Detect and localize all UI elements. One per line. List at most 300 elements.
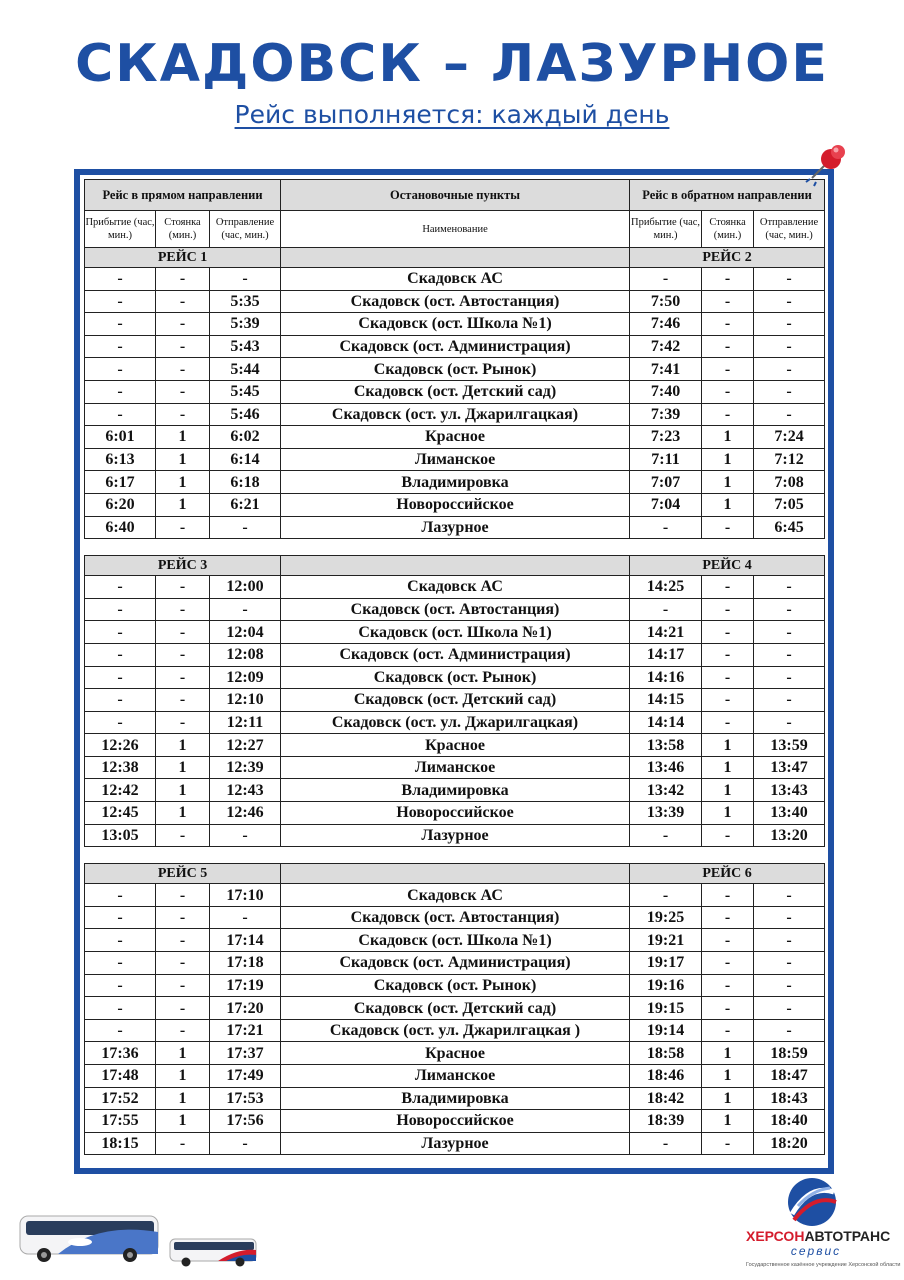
departure-cell: 17:21 bbox=[210, 1019, 281, 1042]
bus-icon bbox=[168, 1236, 258, 1268]
arrival-cell: - bbox=[85, 290, 156, 313]
trip-backward-label: РЕЙС 2 bbox=[630, 248, 825, 268]
arrival-cell: - bbox=[630, 1132, 702, 1155]
stop-duration-cell: - bbox=[702, 929, 754, 952]
arrival-cell: - bbox=[630, 516, 702, 539]
stop-name-cell: Красное bbox=[281, 1042, 630, 1065]
stop-duration-cell: - bbox=[156, 711, 210, 734]
stop-name-cell: Скадовск АС bbox=[281, 884, 630, 907]
departure-cell: 13:20 bbox=[754, 824, 825, 847]
table-row bbox=[85, 598, 825, 621]
arrival-cell: 19:16 bbox=[630, 974, 702, 997]
table-row bbox=[85, 666, 825, 689]
stop-duration-cell: 1 bbox=[702, 448, 754, 471]
table-row bbox=[85, 358, 825, 381]
table-row bbox=[85, 1110, 825, 1133]
departure-cell: - bbox=[754, 380, 825, 403]
stop-name-cell: Скадовск (ост. Школа №1) bbox=[281, 929, 630, 952]
arrival-cell: - bbox=[85, 313, 156, 336]
departure-cell: 6:21 bbox=[210, 493, 281, 516]
arrival-cell: 19:14 bbox=[630, 1019, 702, 1042]
arrival-cell: - bbox=[630, 824, 702, 847]
stop-duration-header: Стоянка (мин.) bbox=[156, 211, 210, 248]
arrival-cell: - bbox=[85, 689, 156, 712]
stop-name-cell: Красное bbox=[281, 426, 630, 449]
stop-duration-cell: - bbox=[702, 403, 754, 426]
departure-cell: - bbox=[754, 952, 825, 975]
backward-direction-header: Рейс в обратном направлении bbox=[630, 180, 825, 211]
departure-cell: - bbox=[754, 358, 825, 381]
arrival-cell: 13:46 bbox=[630, 756, 702, 779]
stop-duration-cell: 1 bbox=[702, 756, 754, 779]
arrival-cell: 19:25 bbox=[630, 906, 702, 929]
arrival-cell: - bbox=[630, 598, 702, 621]
stop-name-cell: Лазурное bbox=[281, 824, 630, 847]
stop-duration-cell: - bbox=[156, 974, 210, 997]
stop-duration-cell: - bbox=[156, 358, 210, 381]
arrival-cell: 12:45 bbox=[85, 802, 156, 825]
departure-cell: 12:00 bbox=[210, 576, 281, 599]
stop-duration-cell: 1 bbox=[702, 1087, 754, 1110]
arrival-cell: 14:16 bbox=[630, 666, 702, 689]
arrival-cell: - bbox=[85, 1019, 156, 1042]
arrival-cell: 7:50 bbox=[630, 290, 702, 313]
arrival-cell: 17:48 bbox=[85, 1065, 156, 1088]
stop-duration-cell: - bbox=[156, 929, 210, 952]
departure-cell: 17:18 bbox=[210, 952, 281, 975]
stop-name-cell: Новороссийское bbox=[281, 493, 630, 516]
stop-duration-cell: - bbox=[702, 711, 754, 734]
table-row bbox=[85, 290, 825, 313]
table-row bbox=[85, 448, 825, 471]
stop-duration-cell: - bbox=[156, 689, 210, 712]
table-row bbox=[85, 1019, 825, 1042]
departure-cell: 13:40 bbox=[754, 802, 825, 825]
table-row bbox=[85, 621, 825, 644]
departure-cell: 17:53 bbox=[210, 1087, 281, 1110]
stop-duration-cell: - bbox=[156, 268, 210, 291]
departure-cell: 5:35 bbox=[210, 290, 281, 313]
arrival-cell: - bbox=[85, 884, 156, 907]
stop-duration-cell: - bbox=[702, 666, 754, 689]
stop-name-cell: Скадовск (ост. ул. Джарилгацкая ) bbox=[281, 1019, 630, 1042]
stop-duration-cell: - bbox=[156, 952, 210, 975]
stop-name-cell: Скадовск (ост. Рынок) bbox=[281, 666, 630, 689]
departure-cell: - bbox=[210, 824, 281, 847]
arrival-cell: - bbox=[85, 952, 156, 975]
stop-name-cell: Скадовск (ост. ул. Джарилгацкая) bbox=[281, 711, 630, 734]
table-row bbox=[85, 1042, 825, 1065]
stop-duration-cell: - bbox=[702, 952, 754, 975]
arrival-cell: 6:13 bbox=[85, 448, 156, 471]
departure-cell: 5:46 bbox=[210, 403, 281, 426]
stop-duration-cell: - bbox=[702, 1019, 754, 1042]
departure-cell: 5:44 bbox=[210, 358, 281, 381]
arrival-cell: 17:55 bbox=[85, 1110, 156, 1133]
schedule-table bbox=[84, 179, 825, 1155]
departure-cell: 5:45 bbox=[210, 380, 281, 403]
arrival-cell: - bbox=[85, 666, 156, 689]
schedule-frequency: Рейс выполняется: каждый день bbox=[234, 100, 670, 129]
arrival-cell: - bbox=[630, 268, 702, 291]
table-row bbox=[85, 1132, 825, 1155]
departure-cell: - bbox=[210, 906, 281, 929]
stop-duration-cell: - bbox=[702, 576, 754, 599]
stop-duration-cell: - bbox=[156, 621, 210, 644]
stop-duration-cell: - bbox=[702, 516, 754, 539]
stop-name-cell: Скадовск (ост. ул. Джарилгацкая) bbox=[281, 403, 630, 426]
stop-duration-cell: - bbox=[156, 403, 210, 426]
trip-header-spacer bbox=[281, 556, 630, 576]
arrival-cell: 18:58 bbox=[630, 1042, 702, 1065]
company-legal-name: Государственное казённое учреждение Херсонской области bbox=[746, 1262, 901, 1268]
table-row bbox=[85, 906, 825, 929]
departure-cell: 17:14 bbox=[210, 929, 281, 952]
stop-duration-cell: 1 bbox=[702, 1065, 754, 1088]
stop-name-cell: Скадовск (ост. Администрация) bbox=[281, 952, 630, 975]
bus-icon bbox=[18, 1212, 160, 1264]
arrival-cell: - bbox=[85, 576, 156, 599]
departure-cell: - bbox=[210, 1132, 281, 1155]
stop-duration-cell: - bbox=[156, 1132, 210, 1155]
company-name: ХЕРСОНАВТОТРАНС bbox=[746, 1228, 891, 1244]
arrival-cell: - bbox=[85, 358, 156, 381]
departure-cell: - bbox=[754, 643, 825, 666]
stop-duration-cell: - bbox=[156, 290, 210, 313]
trip-header-row bbox=[85, 248, 825, 268]
table-row bbox=[85, 380, 825, 403]
arrival-cell: 18:46 bbox=[630, 1065, 702, 1088]
arrival-cell: 7:11 bbox=[630, 448, 702, 471]
stop-name-cell: Скадовск (ост. Детский сад) bbox=[281, 380, 630, 403]
arrival-cell: 14:25 bbox=[630, 576, 702, 599]
arrival-cell: 7:07 bbox=[630, 471, 702, 494]
stop-name-cell: Скадовск (ост. Автостанция) bbox=[281, 906, 630, 929]
departure-cell: 18:47 bbox=[754, 1065, 825, 1088]
departure-cell: 7:05 bbox=[754, 493, 825, 516]
stop-duration-cell: - bbox=[702, 380, 754, 403]
departure-cell: - bbox=[754, 576, 825, 599]
departure-cell: 7:24 bbox=[754, 426, 825, 449]
stop-duration-cell: - bbox=[702, 997, 754, 1020]
departure-cell: 17:56 bbox=[210, 1110, 281, 1133]
departure-cell: 18:40 bbox=[754, 1110, 825, 1133]
departure-cell: - bbox=[210, 598, 281, 621]
stop-name-cell: Красное bbox=[281, 734, 630, 757]
stops-header: Остановочные пункты bbox=[281, 180, 630, 211]
departure-header: Отправление (час, мин.) bbox=[210, 211, 281, 248]
stop-duration-cell: 1 bbox=[702, 734, 754, 757]
trip-header-spacer bbox=[281, 248, 630, 268]
departure-cell: - bbox=[754, 929, 825, 952]
stop-duration-cell: - bbox=[702, 906, 754, 929]
block-separator bbox=[85, 847, 825, 864]
departure-cell: - bbox=[754, 689, 825, 712]
table-row bbox=[85, 1087, 825, 1110]
arrival-cell: - bbox=[630, 884, 702, 907]
arrival-cell: 6:20 bbox=[85, 493, 156, 516]
stop-duration-cell: - bbox=[156, 313, 210, 336]
table-row bbox=[85, 756, 825, 779]
table-row bbox=[85, 824, 825, 847]
departure-cell: 13:43 bbox=[754, 779, 825, 802]
arrival-cell: 6:40 bbox=[85, 516, 156, 539]
stop-name-cell: Скадовск (ост. Детский сад) bbox=[281, 689, 630, 712]
stop-name-cell: Скадовск (ост. Автостанция) bbox=[281, 290, 630, 313]
arrival-cell: - bbox=[85, 711, 156, 734]
stop-duration-cell: - bbox=[702, 689, 754, 712]
stop-name-cell: Владимировка bbox=[281, 471, 630, 494]
stop-name-cell: Скадовск АС bbox=[281, 268, 630, 291]
company-subname: сервис bbox=[790, 1244, 842, 1258]
trip-header-row bbox=[85, 864, 825, 884]
departure-cell: - bbox=[754, 906, 825, 929]
stop-duration-cell: - bbox=[702, 335, 754, 358]
table-header-row bbox=[85, 180, 825, 211]
stop-duration-cell: - bbox=[156, 576, 210, 599]
arrival-cell: - bbox=[85, 643, 156, 666]
stop-duration-cell: 1 bbox=[156, 779, 210, 802]
arrival-cell: 13:42 bbox=[630, 779, 702, 802]
stop-duration-cell: 1 bbox=[702, 779, 754, 802]
stop-name-cell: Новороссийское bbox=[281, 802, 630, 825]
table-row bbox=[85, 516, 825, 539]
stop-duration-cell: - bbox=[156, 516, 210, 539]
departure-cell: - bbox=[754, 1019, 825, 1042]
departure-cell: - bbox=[754, 290, 825, 313]
forward-direction-header: Рейс в прямом направлении bbox=[85, 180, 281, 211]
table-row bbox=[85, 268, 825, 291]
departure-cell: 6:14 bbox=[210, 448, 281, 471]
stop-name-cell: Лазурное bbox=[281, 516, 630, 539]
stop-name-cell: Лиманское bbox=[281, 1065, 630, 1088]
departure-cell: - bbox=[754, 313, 825, 336]
stop-duration-cell: - bbox=[156, 997, 210, 1020]
arrival-cell: 12:38 bbox=[85, 756, 156, 779]
departure-cell: 12:46 bbox=[210, 802, 281, 825]
table-row bbox=[85, 313, 825, 336]
separator-cell bbox=[85, 539, 825, 556]
arrival-cell: - bbox=[85, 403, 156, 426]
stop-duration-cell: - bbox=[156, 1019, 210, 1042]
stop-duration-cell: - bbox=[156, 906, 210, 929]
arrival-cell: 12:26 bbox=[85, 734, 156, 757]
departure-cell: 12:04 bbox=[210, 621, 281, 644]
stop-name-cell: Новороссийское bbox=[281, 1110, 630, 1133]
departure-cell: 13:59 bbox=[754, 734, 825, 757]
departure-cell: 17:19 bbox=[210, 974, 281, 997]
arrival-cell: - bbox=[85, 974, 156, 997]
stop-name-cell: Скадовск (ост. Администрация) bbox=[281, 335, 630, 358]
stop-duration-cell: 1 bbox=[156, 1065, 210, 1088]
stop-name-cell: Скадовск (ост. Рынок) bbox=[281, 974, 630, 997]
stop-duration-cell: - bbox=[702, 621, 754, 644]
arrival-cell: 6:17 bbox=[85, 471, 156, 494]
arrival-cell: 7:46 bbox=[630, 313, 702, 336]
table-row bbox=[85, 1065, 825, 1088]
stop-duration-cell: - bbox=[156, 335, 210, 358]
arrival-cell: 19:17 bbox=[630, 952, 702, 975]
arrival-cell: 7:40 bbox=[630, 380, 702, 403]
stop-duration-cell: 1 bbox=[156, 734, 210, 757]
arrival-cell: - bbox=[85, 335, 156, 358]
stop-duration-cell: 1 bbox=[156, 1087, 210, 1110]
stop-duration-cell: 1 bbox=[702, 1042, 754, 1065]
stop-duration-cell: - bbox=[702, 290, 754, 313]
table-row bbox=[85, 734, 825, 757]
departure-cell: 12:39 bbox=[210, 756, 281, 779]
table-row bbox=[85, 426, 825, 449]
arrival-cell: 6:01 bbox=[85, 426, 156, 449]
stop-duration-cell: - bbox=[702, 884, 754, 907]
stop-duration-cell: - bbox=[702, 598, 754, 621]
stop-duration-header: Стоянка (мин.) bbox=[702, 211, 754, 248]
departure-cell: - bbox=[754, 974, 825, 997]
arrival-cell: 14:14 bbox=[630, 711, 702, 734]
trip-forward-label: РЕЙС 3 bbox=[85, 556, 281, 576]
departure-cell: - bbox=[210, 516, 281, 539]
departure-cell: - bbox=[754, 666, 825, 689]
departure-cell: 6:02 bbox=[210, 426, 281, 449]
stop-duration-cell: - bbox=[156, 598, 210, 621]
table-row bbox=[85, 689, 825, 712]
arrival-cell: 7:39 bbox=[630, 403, 702, 426]
departure-cell: 12:08 bbox=[210, 643, 281, 666]
arrival-cell: 7:04 bbox=[630, 493, 702, 516]
stop-duration-cell: 1 bbox=[156, 1110, 210, 1133]
departure-cell: - bbox=[210, 268, 281, 291]
stop-name-cell: Владимировка bbox=[281, 779, 630, 802]
departure-cell: 12:09 bbox=[210, 666, 281, 689]
departure-cell: - bbox=[754, 621, 825, 644]
arrival-cell: - bbox=[85, 997, 156, 1020]
table-row bbox=[85, 493, 825, 516]
table-row bbox=[85, 576, 825, 599]
departure-cell: 12:11 bbox=[210, 711, 281, 734]
page-title: СКАДОВСК – ЛАЗУРНОЕ bbox=[75, 34, 829, 94]
stop-name-cell: Владимировка bbox=[281, 1087, 630, 1110]
stop-name-cell: Лиманское bbox=[281, 448, 630, 471]
stop-duration-cell: - bbox=[156, 643, 210, 666]
departure-cell: - bbox=[754, 403, 825, 426]
stop-duration-cell: 1 bbox=[702, 802, 754, 825]
arrival-header: Прибытие (час, мин.) bbox=[85, 211, 156, 248]
pushpin-icon bbox=[800, 138, 852, 190]
stop-duration-cell: - bbox=[702, 824, 754, 847]
departure-cell: 17:49 bbox=[210, 1065, 281, 1088]
departure-cell: 5:43 bbox=[210, 335, 281, 358]
departure-cell: - bbox=[754, 884, 825, 907]
separator-cell bbox=[85, 847, 825, 864]
stop-duration-cell: - bbox=[702, 268, 754, 291]
table-row bbox=[85, 711, 825, 734]
arrival-cell: 19:21 bbox=[630, 929, 702, 952]
arrival-cell: - bbox=[85, 906, 156, 929]
arrival-cell: 7:23 bbox=[630, 426, 702, 449]
arrival-cell: 18:39 bbox=[630, 1110, 702, 1133]
departure-cell: 17:20 bbox=[210, 997, 281, 1020]
arrival-cell: 17:36 bbox=[85, 1042, 156, 1065]
arrival-cell: - bbox=[85, 598, 156, 621]
arrival-cell: - bbox=[85, 268, 156, 291]
table-row bbox=[85, 335, 825, 358]
table-row bbox=[85, 779, 825, 802]
departure-cell: 6:45 bbox=[754, 516, 825, 539]
departure-cell: - bbox=[754, 997, 825, 1020]
table-row bbox=[85, 884, 825, 907]
schedule-frame bbox=[74, 169, 834, 1174]
stop-name-cell: Скадовск (ост. Школа №1) bbox=[281, 313, 630, 336]
departure-cell: - bbox=[754, 268, 825, 291]
table-row bbox=[85, 802, 825, 825]
arrival-header: Прибытие (час, мин.) bbox=[630, 211, 702, 248]
arrival-cell: 14:21 bbox=[630, 621, 702, 644]
departure-cell: 12:10 bbox=[210, 689, 281, 712]
departure-cell: 5:39 bbox=[210, 313, 281, 336]
stop-duration-cell: - bbox=[156, 884, 210, 907]
arrival-cell: 18:42 bbox=[630, 1087, 702, 1110]
arrival-cell: 17:52 bbox=[85, 1087, 156, 1110]
departure-cell: - bbox=[754, 335, 825, 358]
arrival-cell: 13:39 bbox=[630, 802, 702, 825]
stop-duration-cell: 1 bbox=[156, 426, 210, 449]
trip-forward-label: РЕЙС 1 bbox=[85, 248, 281, 268]
arrival-cell: - bbox=[85, 929, 156, 952]
departure-cell: 17:37 bbox=[210, 1042, 281, 1065]
stop-duration-cell: - bbox=[702, 1132, 754, 1155]
stop-duration-cell: 1 bbox=[702, 426, 754, 449]
departure-cell: 6:18 bbox=[210, 471, 281, 494]
stop-duration-cell: 1 bbox=[156, 448, 210, 471]
departure-cell: 12:27 bbox=[210, 734, 281, 757]
arrival-cell: - bbox=[85, 380, 156, 403]
arrival-cell: 13:05 bbox=[85, 824, 156, 847]
stop-name-header: Наименование bbox=[281, 211, 630, 248]
stop-duration-cell: 1 bbox=[702, 471, 754, 494]
departure-cell: - bbox=[754, 598, 825, 621]
table-row bbox=[85, 471, 825, 494]
stop-duration-cell: 1 bbox=[156, 471, 210, 494]
departure-cell: - bbox=[754, 711, 825, 734]
trip-header-spacer bbox=[281, 864, 630, 884]
table-row bbox=[85, 403, 825, 426]
arrival-cell: 18:15 bbox=[85, 1132, 156, 1155]
stop-duration-cell: - bbox=[702, 358, 754, 381]
stop-duration-cell: - bbox=[156, 666, 210, 689]
stop-duration-cell: - bbox=[702, 643, 754, 666]
departure-cell: 7:12 bbox=[754, 448, 825, 471]
stop-name-cell: Лиманское bbox=[281, 756, 630, 779]
table-row bbox=[85, 997, 825, 1020]
table-subheader-row bbox=[85, 211, 825, 248]
trip-backward-label: РЕЙС 4 bbox=[630, 556, 825, 576]
departure-cell: 7:08 bbox=[754, 471, 825, 494]
stop-duration-cell: - bbox=[156, 380, 210, 403]
departure-cell: 13:47 bbox=[754, 756, 825, 779]
departure-cell: 17:10 bbox=[210, 884, 281, 907]
departure-header: Отправление (час, мин.) bbox=[754, 211, 825, 248]
trip-forward-label: РЕЙС 5 bbox=[85, 864, 281, 884]
departure-cell: 18:43 bbox=[754, 1087, 825, 1110]
stop-name-cell: Скадовск (ост. Администрация) bbox=[281, 643, 630, 666]
arrival-cell: 13:58 bbox=[630, 734, 702, 757]
departure-cell: 12:43 bbox=[210, 779, 281, 802]
stop-name-cell: Скадовск (ост. Автостанция) bbox=[281, 598, 630, 621]
trip-backward-label: РЕЙС 6 bbox=[630, 864, 825, 884]
stop-name-cell: Скадовск (ост. Школа №1) bbox=[281, 621, 630, 644]
table-row bbox=[85, 643, 825, 666]
arrival-cell: 14:17 bbox=[630, 643, 702, 666]
